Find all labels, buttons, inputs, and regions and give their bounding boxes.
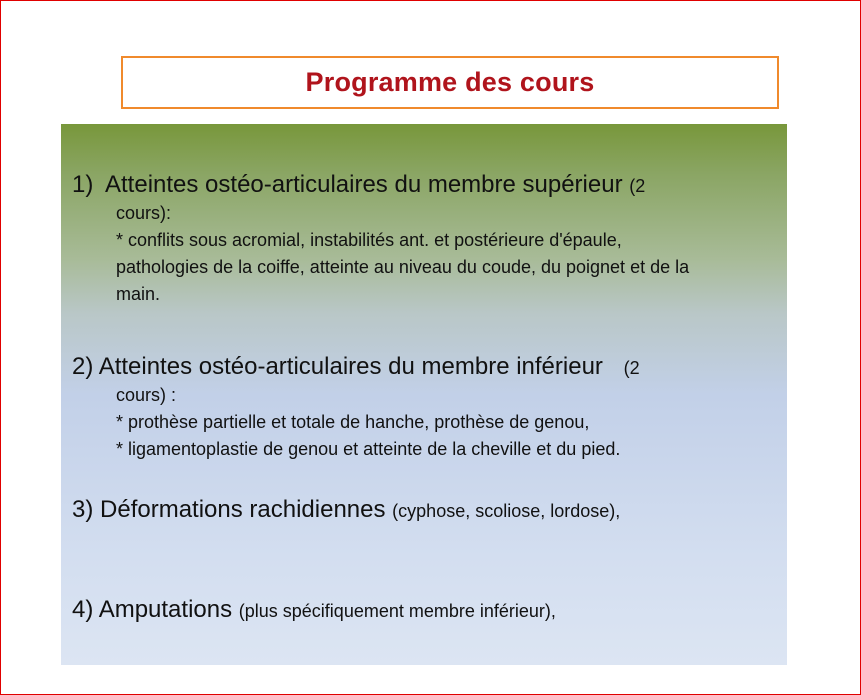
list-item xyxy=(72,171,798,308)
list-item xyxy=(72,596,798,625)
item-note: (plus spécifiquement membre inférieur), xyxy=(238,601,556,621)
page-title: Programme des cours xyxy=(305,67,595,97)
item-note: (2 xyxy=(629,176,646,196)
item-detail: * prothèse partielle et totale de hanche, prothèse de genou, xyxy=(116,412,590,432)
item-detail: pathologies de la coiffe, atteinte au niveau du coude, du poignet et de la xyxy=(116,257,690,277)
item-note-continued: cours): xyxy=(116,203,172,223)
item-heading: Atteintes ostéo-articulaires du membre inférieur xyxy=(98,353,603,380)
item-number: 1) xyxy=(72,171,94,198)
item-heading: Déformations rachidiennes xyxy=(100,496,386,523)
item-detail: * conflits sous acromial, instabilités ant. et postérieure d'épaule, xyxy=(116,230,622,250)
item-number: 4) xyxy=(72,596,94,623)
item-detail: * ligamentoplastie de genou et atteinte de la cheville et du pied. xyxy=(116,439,621,459)
item-note: (cyphose, scoliose, lordose), xyxy=(392,501,621,521)
course-program-panel xyxy=(61,124,787,665)
item-heading: Atteintes ostéo-articulaires du membre supérieur xyxy=(105,171,623,198)
list-item xyxy=(72,353,798,463)
list-item xyxy=(72,496,798,525)
item-note: (2 xyxy=(623,358,640,378)
item-heading: Amputations xyxy=(98,596,233,623)
title-box xyxy=(121,56,779,109)
item-note-continued: cours) : xyxy=(116,385,177,405)
item-detail: main. xyxy=(116,284,161,304)
item-number: 2) xyxy=(72,353,94,380)
item-number: 3) xyxy=(72,496,94,523)
